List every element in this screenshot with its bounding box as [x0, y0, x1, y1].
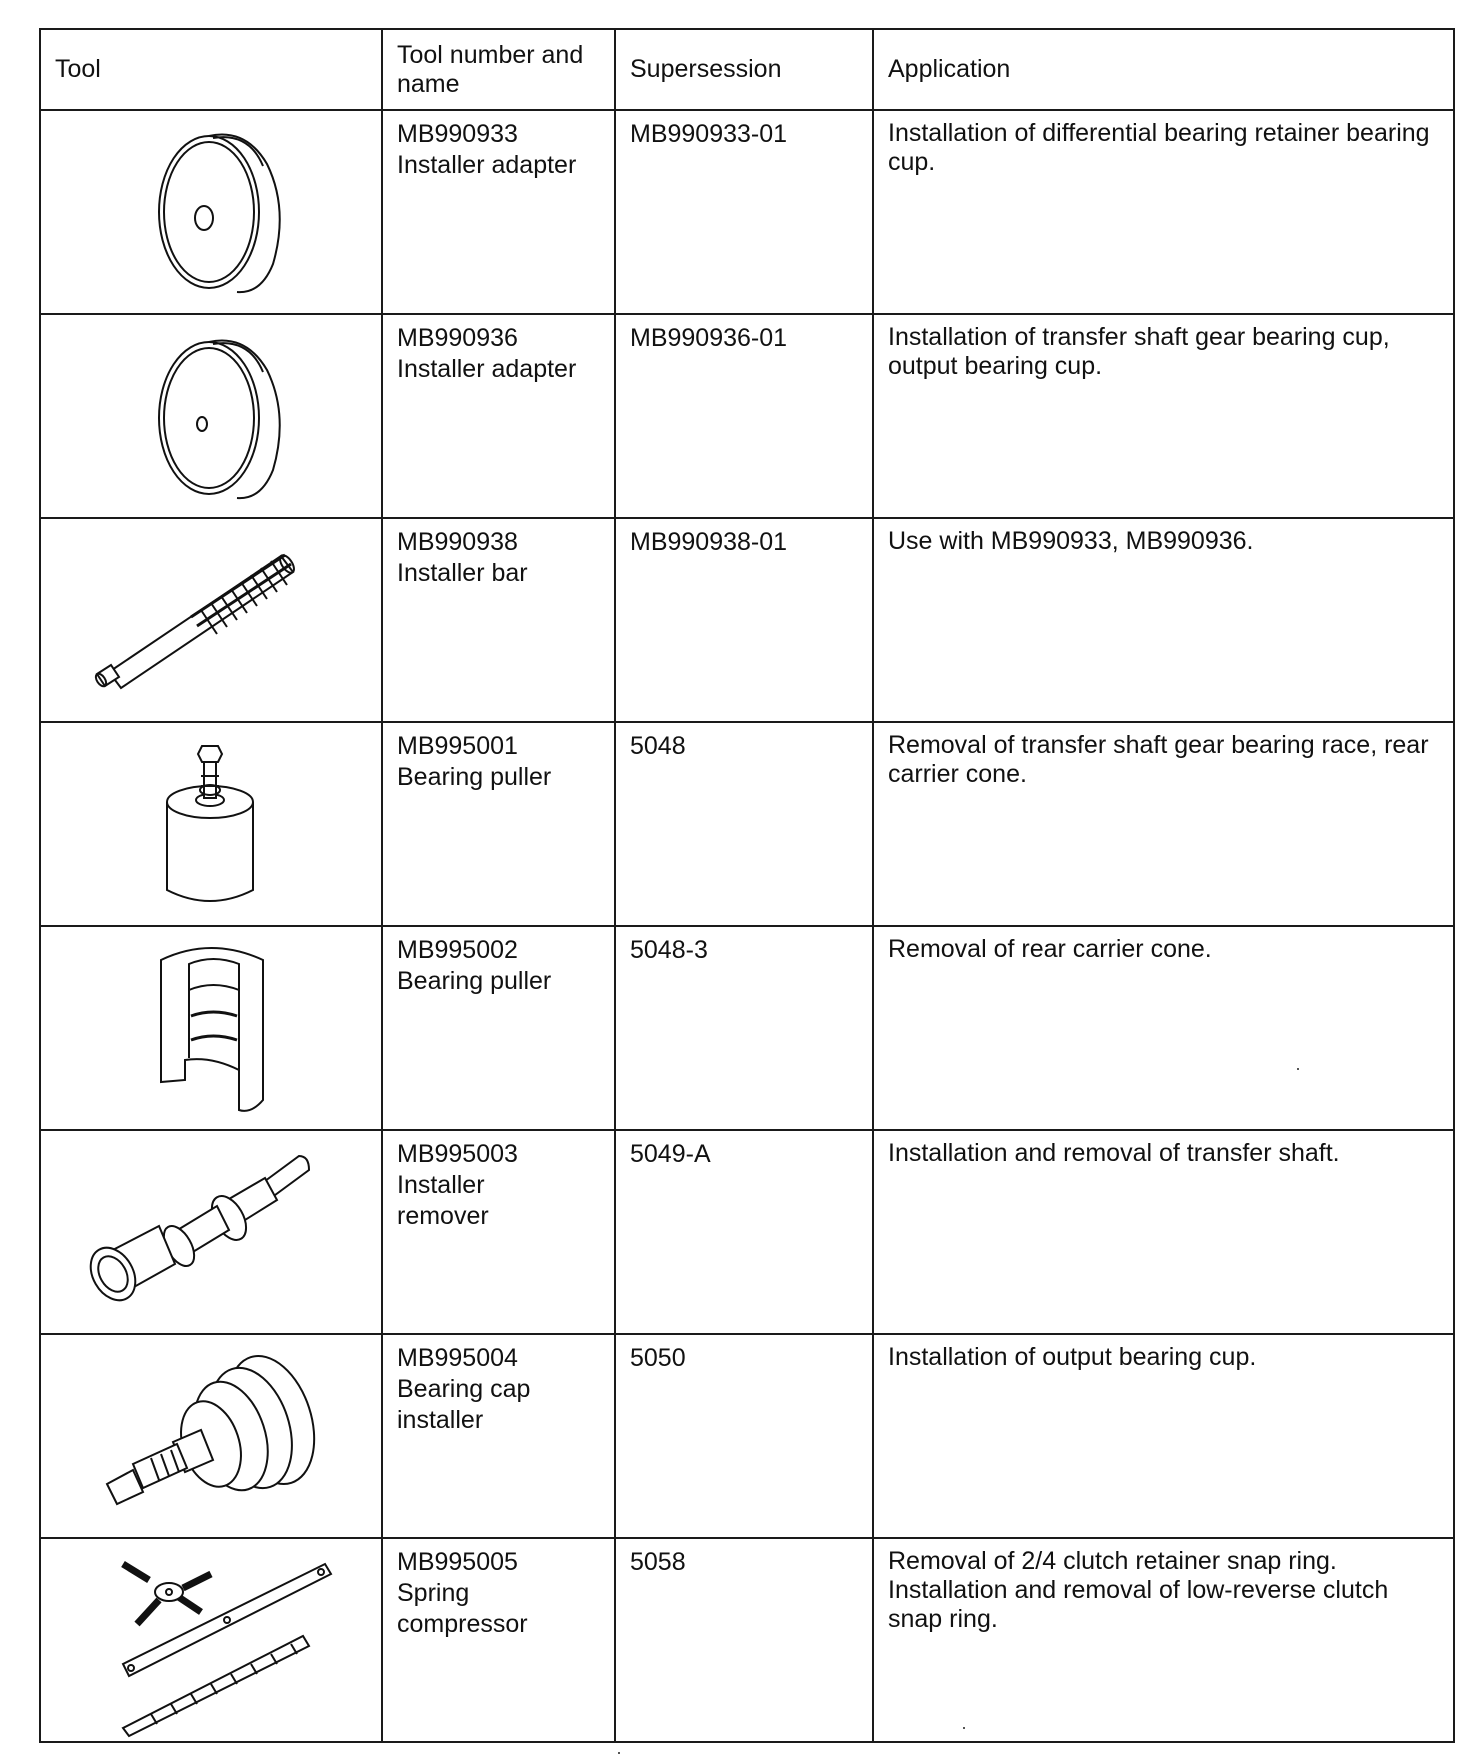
tool-number: MB995003	[397, 1140, 518, 1168]
tool-number: MB995002	[397, 936, 518, 964]
tool-image-cell	[40, 722, 382, 926]
table-row	[40, 926, 1454, 1130]
tool-name: Installer adapter	[397, 355, 577, 383]
application-text: Installation of differential bearing retainer bearing cup.	[888, 119, 1430, 176]
application-cell	[873, 518, 1454, 722]
tool-number: MB995004	[397, 1344, 518, 1372]
special-tools-table	[39, 28, 1455, 1743]
application-cell	[873, 1130, 1454, 1334]
tool-image-cell	[40, 1130, 382, 1334]
tool-image-cell	[40, 314, 382, 518]
scan-speck	[1297, 1068, 1299, 1070]
application-cell	[873, 1334, 1454, 1538]
table-row	[40, 110, 1454, 314]
supersession-cell: 5048-3	[615, 926, 873, 1130]
table-header-row	[40, 29, 1454, 110]
tool-number: MB995005	[397, 1548, 518, 1576]
tool-number: MB990938	[397, 528, 518, 556]
tool-number-cell	[382, 1538, 615, 1742]
tool-number: MB990933	[397, 120, 518, 148]
tool-number-cell	[382, 1334, 615, 1538]
tool-number-cell	[382, 518, 615, 722]
supersession-cell: 5048	[615, 722, 873, 926]
tool-image-cell	[40, 1334, 382, 1538]
application-text: Installation of transfer shaft gear bearing cup, output bearing cup.	[888, 323, 1390, 380]
supersession-cell: 5050	[615, 1334, 873, 1538]
table-row	[40, 314, 1454, 518]
tool-name: Installer bar	[397, 559, 528, 587]
tool-name: Bearing puller	[397, 967, 552, 995]
installer-remover-shaft-icon	[41, 1134, 383, 1330]
scan-speck	[963, 1727, 965, 1729]
tool-image-cell	[40, 110, 382, 314]
table-row	[40, 518, 1454, 722]
header-supersession: Supersession	[615, 29, 873, 110]
header-tool-number: Tool number and name	[382, 29, 615, 110]
application-cell	[873, 926, 1454, 1130]
table-row	[40, 1130, 1454, 1334]
application-text: Removal of transfer shaft gear bearing race, rear carrier cone.	[888, 731, 1429, 788]
bearing-puller-cylinder-icon	[41, 726, 383, 922]
tool-name: Spring compressor	[397, 1579, 528, 1638]
application-text: Installation of output bearing cup.	[888, 1343, 1257, 1371]
application-cell	[873, 1538, 1454, 1742]
installer-adapter-disc-icon	[41, 114, 383, 310]
tool-image-cell	[40, 518, 382, 722]
application-cell	[873, 110, 1454, 314]
tool-number-cell	[382, 314, 615, 518]
scan-speck	[618, 1752, 620, 1754]
table-row	[40, 1538, 1454, 1742]
installer-adapter-disc-small-hole-icon	[41, 318, 383, 514]
application-text: Removal of rear carrier cone.	[888, 935, 1212, 963]
tool-image-cell	[40, 926, 382, 1130]
application-cell	[873, 722, 1454, 926]
table-row	[40, 722, 1454, 926]
application-text: Removal of 2/4 clutch retainer snap ring. Installation and removal of low-reverse clutch snap ring.	[888, 1547, 1389, 1633]
header-application: Application	[873, 29, 1454, 110]
application-text: Use with MB990933, MB990936.	[888, 527, 1254, 555]
spring-compressor-kit-icon	[41, 1542, 383, 1738]
table-row	[40, 1334, 1454, 1538]
bearing-puller-split-collar-icon	[41, 930, 383, 1126]
supersession-cell: 5049-A	[615, 1130, 873, 1334]
tool-name: Installer remover	[397, 1171, 489, 1230]
supersession-cell: 5058	[615, 1538, 873, 1742]
installer-bar-icon	[41, 522, 383, 718]
bearing-cap-installer-icon	[41, 1338, 383, 1534]
tool-number: MB995001	[397, 732, 518, 760]
supersession-cell: MB990933-01	[615, 110, 873, 314]
application-cell	[873, 314, 1454, 518]
supersession-cell: MB990938-01	[615, 518, 873, 722]
tool-image-cell	[40, 1538, 382, 1742]
supersession-cell: MB990936-01	[615, 314, 873, 518]
tool-name: Bearing cap installer	[397, 1375, 531, 1434]
tool-number-cell	[382, 1130, 615, 1334]
tool-number-cell	[382, 722, 615, 926]
tool-number-cell	[382, 926, 615, 1130]
application-text: Installation and removal of transfer shaft.	[888, 1139, 1340, 1167]
tool-number: MB990936	[397, 324, 518, 352]
tool-name: Installer adapter	[397, 151, 577, 179]
tool-name: Bearing puller	[397, 763, 552, 791]
header-tool: Tool	[40, 29, 382, 110]
tool-number-cell	[382, 110, 615, 314]
